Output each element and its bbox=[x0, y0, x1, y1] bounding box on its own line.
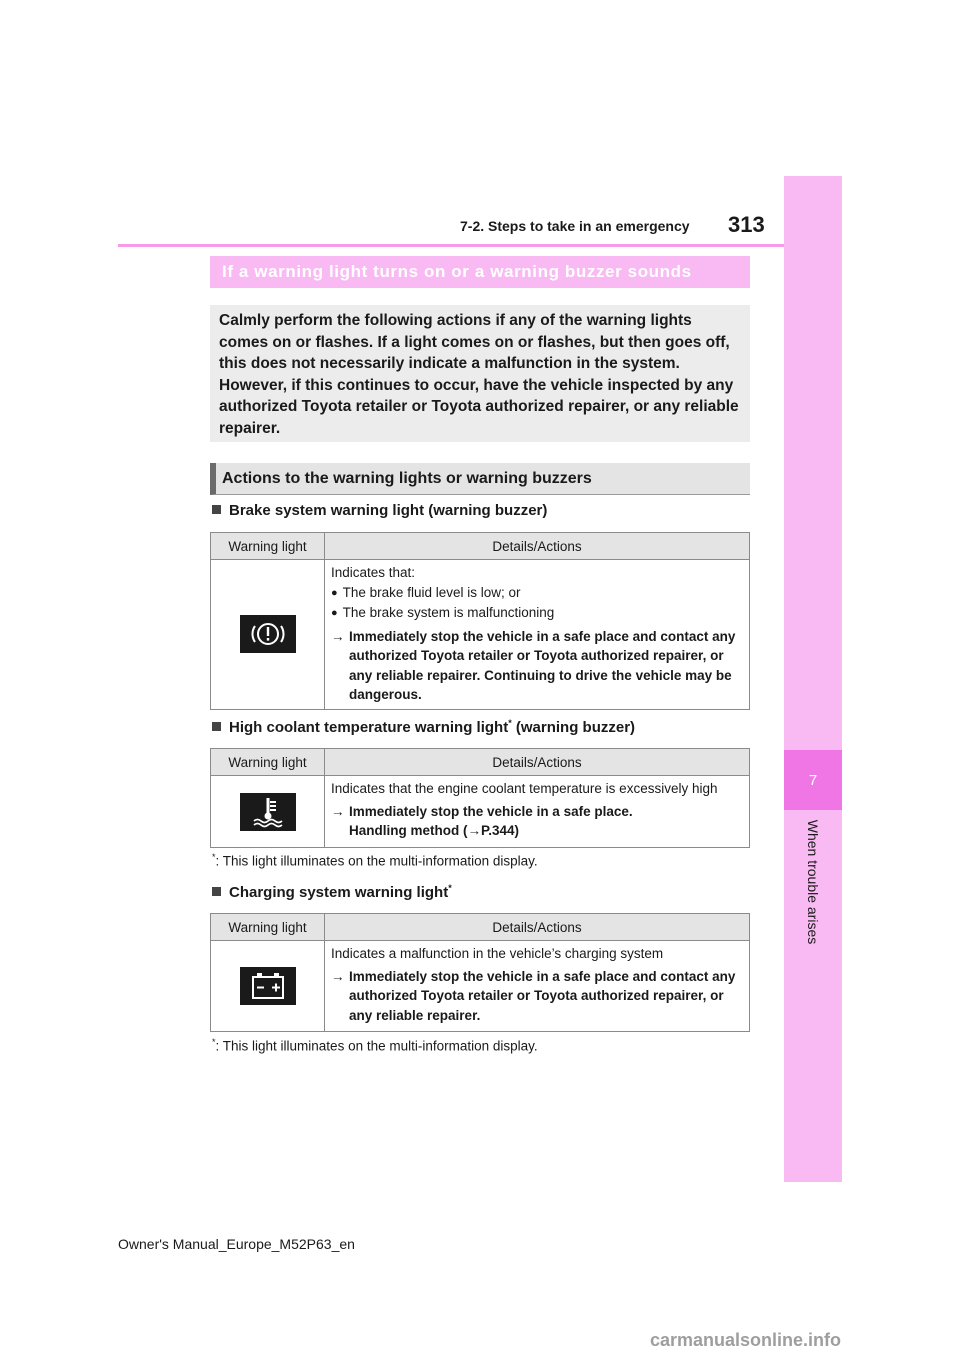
table-row bbox=[211, 941, 750, 1032]
action-text: → Immediately stop the vehicle in a safe place and contact any authorized Toyota retailer or Toyota authorized repairer, or any reliable repairer. Continuing to drive the vehicle may be dangerous. bbox=[331, 628, 736, 702]
square-bullet-icon bbox=[212, 887, 221, 896]
chapter-title-label: When trouble arises bbox=[805, 819, 821, 945]
page-reference-link[interactable]: P.344 bbox=[481, 823, 515, 838]
details-intro: Indicates that: bbox=[331, 565, 416, 580]
warning-light-cell bbox=[211, 560, 325, 710]
action-text: → Immediately stop the vehicle in a safe place and contact any authorized Toyota retailer or Toyota authorized repairer, or any reliable repairer. bbox=[331, 968, 736, 1023]
arrow-icon: → bbox=[331, 968, 345, 984]
section-heading: 7-2. Steps to take in an emergency bbox=[460, 218, 690, 234]
table-row bbox=[211, 776, 750, 848]
table-header-row bbox=[211, 914, 750, 941]
page-number: 313 bbox=[728, 212, 765, 237]
item-heading-charging: Charging system warning light* bbox=[212, 883, 452, 901]
table-row bbox=[211, 560, 750, 710]
footnote-mark: * bbox=[448, 883, 452, 893]
warning-light-cell bbox=[211, 941, 325, 1032]
details-intro: Indicates a malfunction in the vehicle’s charging system bbox=[331, 946, 664, 961]
list-item: ● The brake system is malfunctioning bbox=[331, 603, 743, 624]
footnote-charging: *: This light illuminates on the multi-information display. bbox=[212, 1037, 538, 1054]
arrow-icon: → bbox=[467, 823, 481, 838]
details-intro: Indicates that the engine coolant temperature is excessively high bbox=[331, 781, 718, 796]
arrow-icon: → bbox=[331, 803, 345, 819]
warning-table-charging bbox=[210, 913, 750, 1032]
header-warning-light: Warning light bbox=[211, 914, 325, 941]
footnote-mark: * bbox=[508, 718, 512, 728]
arrow-icon: → bbox=[331, 628, 345, 644]
action-text: → Immediately stop the vehicle in a safe place. Handling method (→P.344) bbox=[331, 803, 633, 838]
chapter-number-tab[interactable]: 7 bbox=[784, 750, 842, 810]
square-bullet-icon bbox=[212, 722, 221, 731]
header-details-actions: Details/Actions bbox=[325, 914, 750, 941]
watermark: carmanualsonline.info bbox=[650, 1330, 842, 1350]
square-bullet-icon bbox=[212, 505, 221, 514]
item-heading-brake: Brake system warning light (warning buzzer) bbox=[212, 502, 547, 519]
battery-charging-icon bbox=[240, 967, 296, 1005]
header-warning-light: Warning light bbox=[211, 749, 325, 776]
brake-warning-icon bbox=[240, 615, 296, 653]
warning-table-brake bbox=[210, 532, 750, 710]
chapter-side-strip bbox=[784, 176, 842, 1182]
header-details-actions: Details/Actions bbox=[325, 749, 750, 776]
header-divider bbox=[118, 244, 784, 247]
header-details-actions: Details/Actions bbox=[325, 533, 750, 560]
warning-table-coolant bbox=[210, 748, 750, 848]
coolant-temperature-icon bbox=[240, 793, 296, 831]
footer-manual-id: Owner's Manual_Europe_M52P63_en bbox=[118, 1236, 355, 1252]
header-warning-light: Warning light bbox=[211, 533, 325, 560]
details-cell bbox=[325, 941, 750, 1032]
page-title: If a warning light turns on or a warning buzzer sounds bbox=[210, 256, 750, 288]
list-item: ● The brake fluid level is low; or bbox=[331, 583, 743, 604]
table-header-row bbox=[211, 533, 750, 560]
subheading-text: Actions to the warning lights or warning buzzers bbox=[222, 469, 592, 487]
warning-light-cell bbox=[211, 776, 325, 848]
table-header-row bbox=[211, 749, 750, 776]
footnote-coolant: *: This light illuminates on the multi-information display. bbox=[212, 852, 538, 869]
item-heading-coolant: High coolant temperature warning light* (warning buzzer) bbox=[212, 718, 635, 736]
intro-paragraph: Calmly perform the following actions if any of the warning lights comes on or flashes. If a light comes on or flashes, but then goes off, this does not necessarily indicate a malfunction in the system. However, if this continues to occur, have the vehicle inspected by any authorized Toyota retailer or Toyota authorized repairer, or any reliable repairer. bbox=[210, 305, 750, 442]
subheading-actions bbox=[210, 463, 750, 495]
details-cell bbox=[325, 560, 750, 710]
details-cell bbox=[325, 776, 750, 848]
